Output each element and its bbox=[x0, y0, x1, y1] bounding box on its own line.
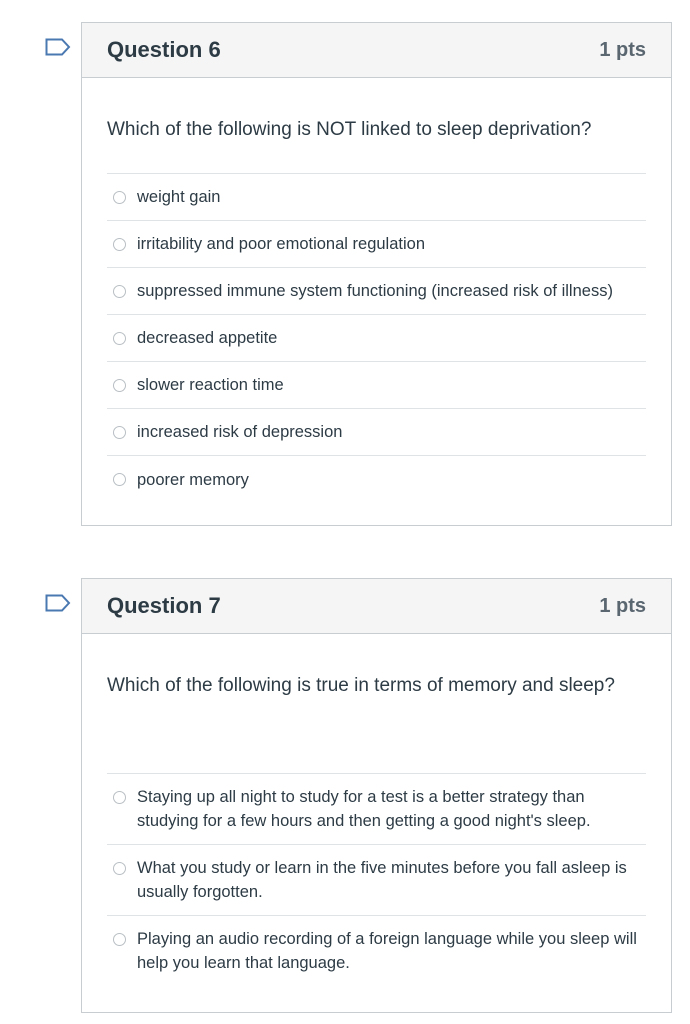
answer-option[interactable] bbox=[107, 221, 646, 268]
answer-label[interactable]: decreased appetite bbox=[137, 329, 278, 347]
radio-button[interactable] bbox=[113, 285, 126, 298]
answer-label[interactable]: weight gain bbox=[137, 188, 221, 206]
radio-button[interactable] bbox=[113, 791, 126, 804]
answer-option[interactable] bbox=[107, 845, 646, 916]
radio-button[interactable] bbox=[113, 933, 126, 946]
answer-label[interactable]: slower reaction time bbox=[137, 376, 284, 394]
answer-list bbox=[107, 773, 646, 986]
radio-button[interactable] bbox=[113, 238, 126, 251]
answer-label[interactable]: Staying up all night to study for a test is a better strategy than studying for a few hours and then getting a good night's sleep. bbox=[137, 788, 591, 830]
radio-button[interactable] bbox=[113, 191, 126, 204]
radio-button[interactable] bbox=[113, 473, 126, 486]
answer-option[interactable] bbox=[107, 456, 646, 503]
question-text: Which of the following is NOT linked to sleep deprivation? bbox=[107, 119, 592, 140]
answer-label[interactable]: increased risk of depression bbox=[137, 423, 343, 441]
question-points: 1 pts bbox=[599, 594, 646, 617]
question-header bbox=[82, 579, 671, 634]
question-card bbox=[81, 578, 672, 1013]
flag-question-icon[interactable] bbox=[45, 38, 71, 56]
radio-button[interactable] bbox=[113, 862, 126, 875]
radio-button[interactable] bbox=[113, 426, 126, 439]
answer-option[interactable] bbox=[107, 409, 646, 456]
radio-button[interactable] bbox=[113, 332, 126, 345]
flag-question-icon[interactable] bbox=[45, 594, 71, 612]
answer-label[interactable]: What you study or learn in the five minutes before you fall asleep is usually forgotten. bbox=[137, 859, 627, 901]
answer-label[interactable]: irritability and poor emotional regulation bbox=[137, 235, 425, 253]
answer-label[interactable]: suppressed immune system functioning (increased risk of illness) bbox=[137, 282, 613, 300]
question-title: Question 7 bbox=[107, 593, 221, 618]
question-card bbox=[81, 22, 672, 526]
answer-option[interactable] bbox=[107, 174, 646, 221]
answer-option[interactable] bbox=[107, 916, 646, 986]
question-text: Which of the following is true in terms of memory and sleep? bbox=[107, 675, 615, 696]
answer-option[interactable] bbox=[107, 774, 646, 845]
answer-option[interactable] bbox=[107, 268, 646, 315]
answer-option[interactable] bbox=[107, 362, 646, 409]
radio-button[interactable] bbox=[113, 379, 126, 392]
answer-label[interactable]: poorer memory bbox=[137, 470, 249, 489]
answer-label[interactable]: Playing an audio recording of a foreign language while you sleep will help you learn that language. bbox=[137, 930, 637, 972]
question-header bbox=[82, 23, 671, 78]
question-title: Question 6 bbox=[107, 37, 221, 62]
answer-option[interactable] bbox=[107, 315, 646, 362]
question-points: 1 pts bbox=[599, 38, 646, 61]
answer-list bbox=[107, 173, 646, 503]
